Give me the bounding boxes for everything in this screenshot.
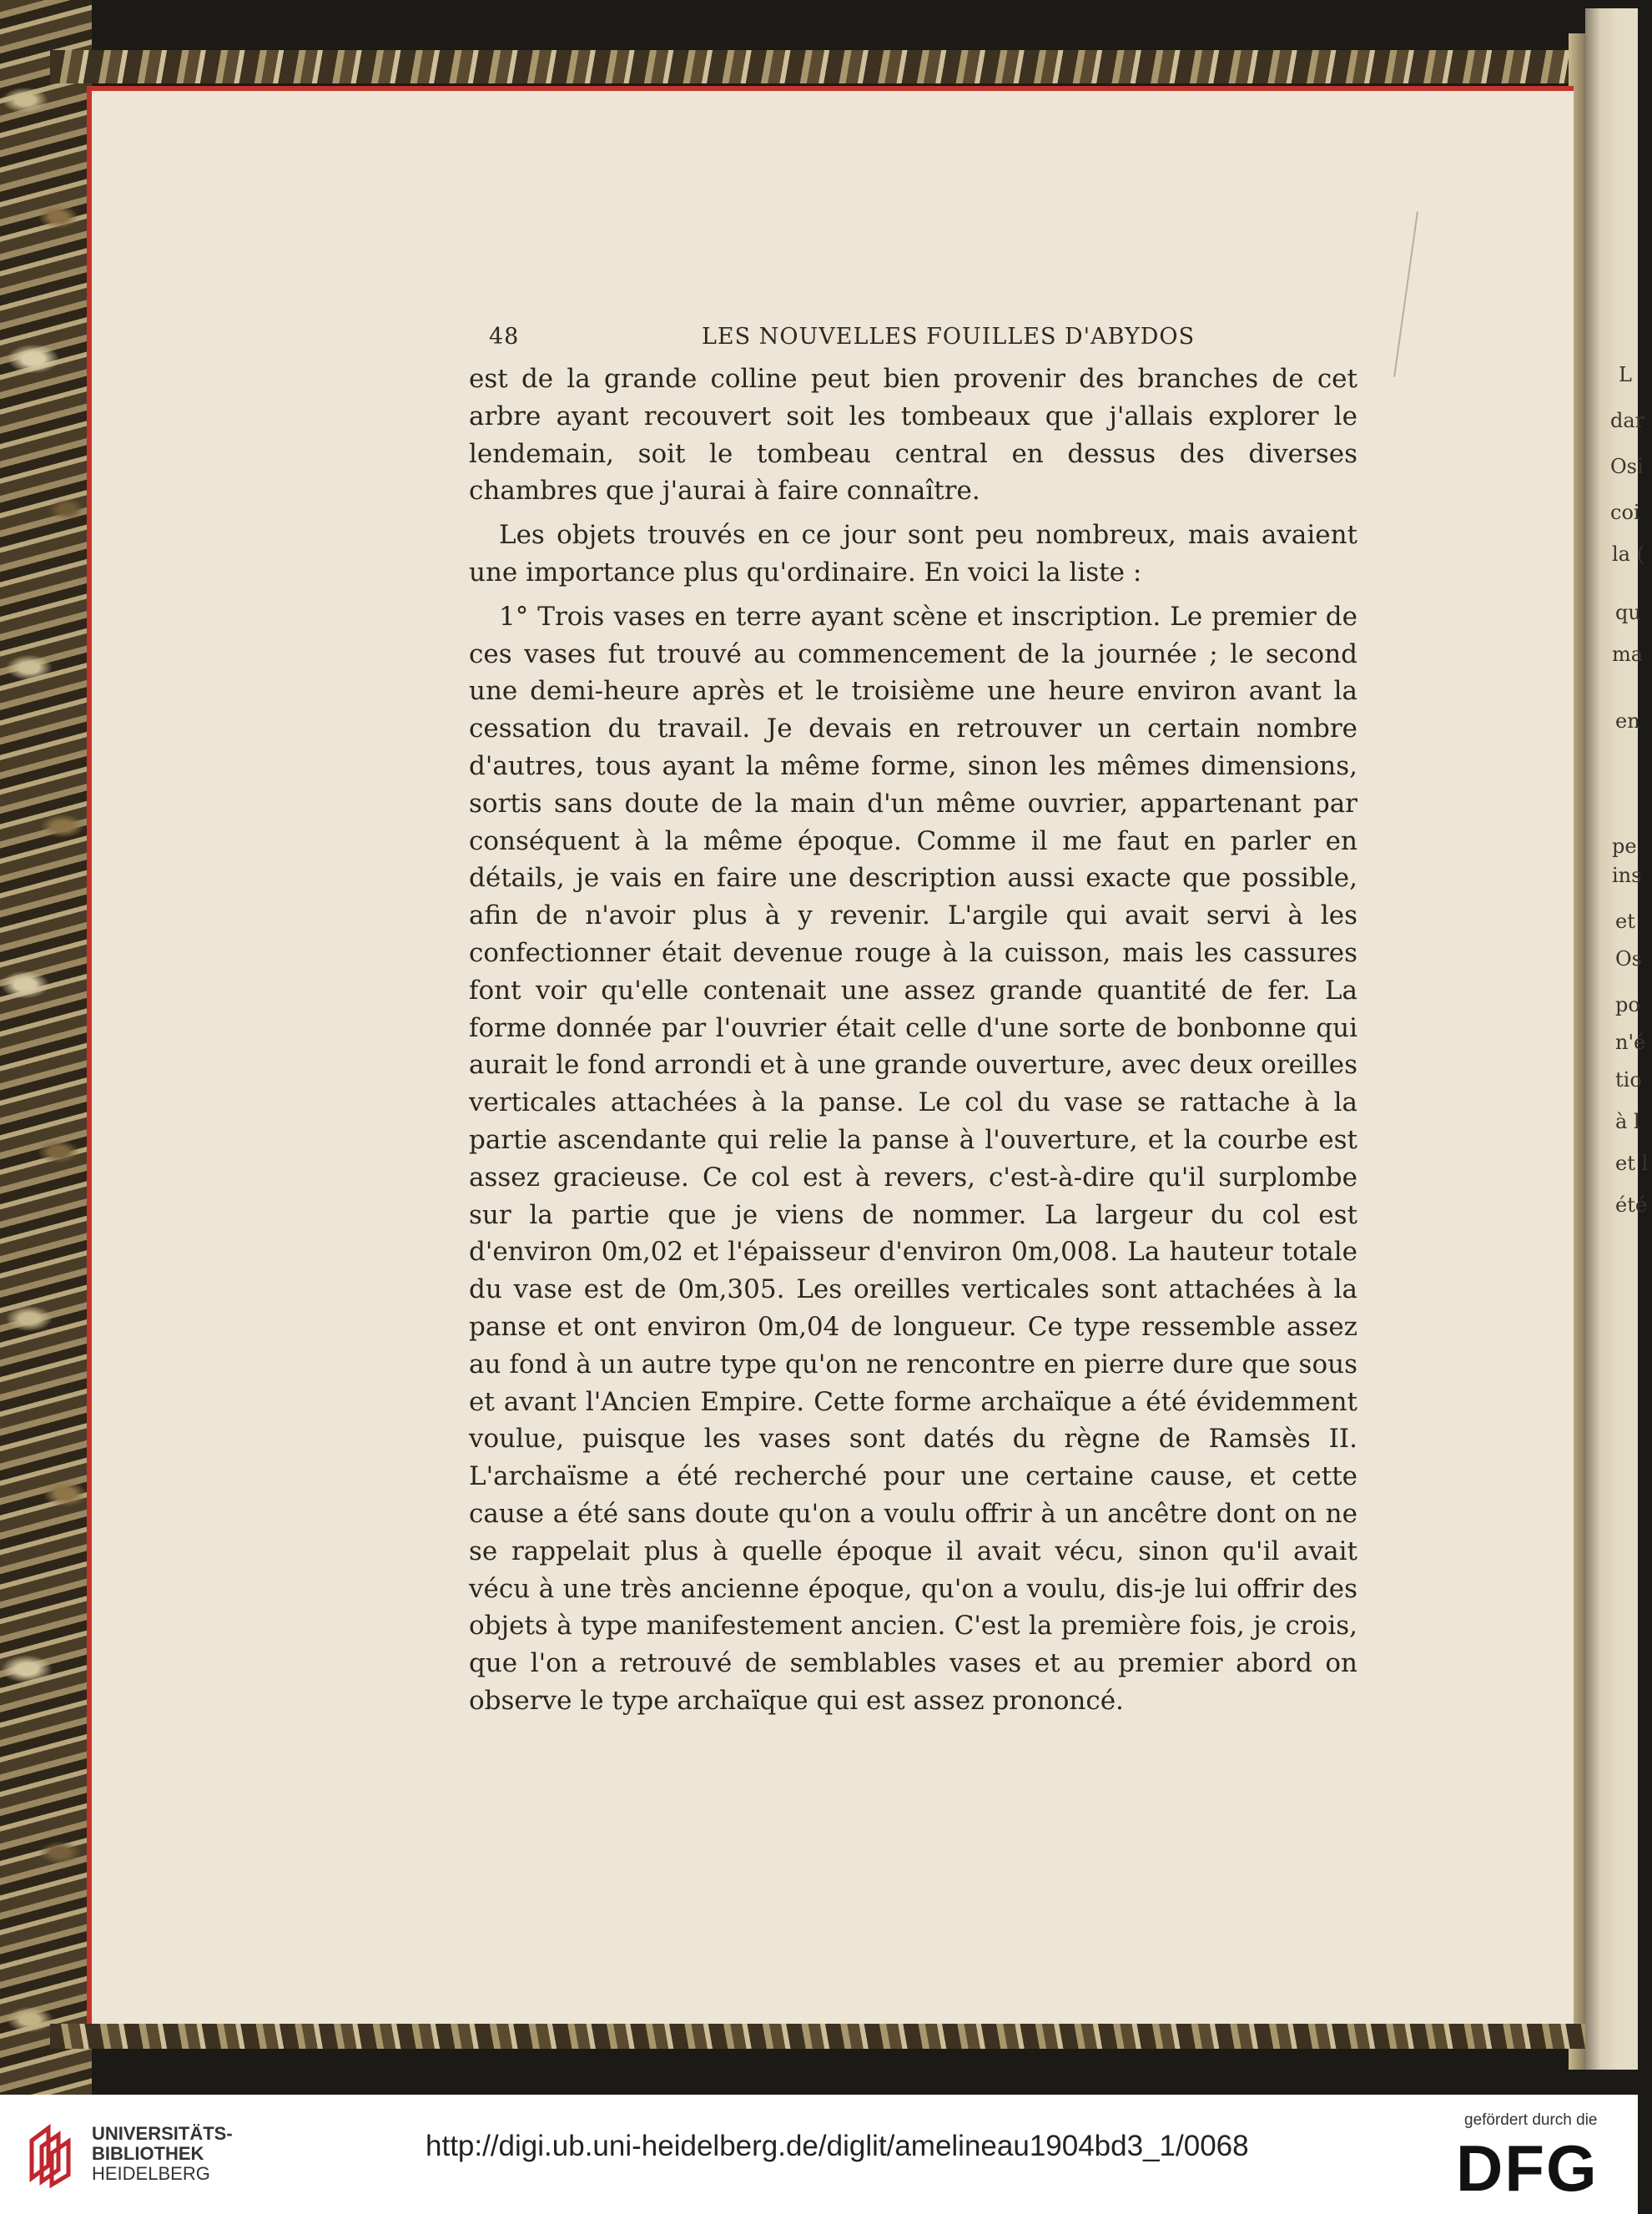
document-url[interactable]: http://digi.ub.uni-heidelberg.de/diglit/amelineau1904bd3_1/0068 — [426, 2130, 1249, 2162]
facing-fragment: été — [1615, 1193, 1648, 1217]
library-line-1: UNIVERSITÄTS- — [92, 2123, 233, 2144]
running-title: LES NOUVELLES FOUILLES D'ABYDOS — [702, 324, 1196, 350]
facing-fragment: L — [1619, 363, 1632, 386]
facing-fragment: à l — [1615, 1110, 1640, 1133]
paragraph: Les objets trouvés en ce jour sont peu nombreux, mais avaient une importance plus qu'ordinaire. En voici la liste : — [469, 520, 1357, 588]
facing-fragment: et — [1615, 910, 1635, 933]
facing-fragment: et l — [1615, 1152, 1649, 1175]
footer-bar — [0, 2095, 1638, 2214]
paragraph: est de la grande colline peut bien provenir des branches de cet arbre ayant recouvert soit les tombeaux que j'allais explorer le lendemain, soit le tombeau central en dessus des diverses chambres que j'aurai à faire connaître. — [469, 364, 1357, 507]
facing-fragment: Os — [1615, 947, 1642, 971]
facing-fragment: tio — [1615, 1068, 1642, 1092]
dfg-logo[interactable]: DFG — [1456, 2131, 1599, 2205]
facing-fragment: la ( — [1612, 542, 1644, 566]
marbled-board-top — [50, 50, 1585, 83]
page-number: 48 — [489, 324, 520, 350]
sponsor-label: gefördert durch die — [1464, 2111, 1598, 2129]
facing-fragment: n'é — [1615, 1031, 1646, 1054]
facing-fragment: qu — [1615, 601, 1641, 624]
pencil-mark — [1393, 211, 1423, 377]
body-text — [469, 361, 1357, 1720]
page-header — [489, 324, 1373, 354]
facing-fragment: ins — [1612, 864, 1642, 887]
facing-fragment: Osi — [1610, 455, 1644, 478]
facing-fragment: ma — [1612, 643, 1644, 666]
facing-fragment: pe — [1612, 835, 1637, 858]
library-line-3: HEIDELBERG — [92, 2163, 210, 2184]
library-line-2: BIBLIOTHEK — [92, 2143, 204, 2164]
marbled-board-left — [0, 0, 92, 2095]
paragraph: 1° Trois vases en terre ayant scène et inscription. Le premier de ces vases fut trouvé au commencement de la journée ; le second une demi-heure après et le troisième une heure environ avant la cessation du travail. Je devais en retrouver un certain nombre d'autres, tous ayant la même forme, sinon les mêmes dimensions, sortis sans doute de la main d'un même ouvrier, appartenant par conséquent à la même époque. Comme il me faut en parler en détails, je vais en faire une description aussi exacte que possible, afin de n'avoir plus à y revenir. L'argile qui avait servi à les confectionner était devenue rouge à la cuisson, mais les cassures font voir qu'elle contenait une assez grande quantité de fer. La forme donnée par l'ouvrier était celle d'une sorte de bonbonne qui aurait le fond arrondi et à une grande ouverture, avec deux oreilles verticales attachées à la panse. Le col du vase se rattache à la partie ascendante qui relie la panse à l'ouverture, et la courbe est assez gracieuse. Ce col est à revers, c'est-à-dire qu'il surplombe sur la partie que je viens de nommer. La largeur du col est d'environ 0m,02 et l'épaisseur d'environ 0m,008. La hauteur totale du vase est de 0m,305. Les oreilles verticales sont attachées à la panse et ont environ 0m,04 de longueur. Ce type ressemble assez au fond à un autre type qu'on ne rencontre en pierre dure que sous et avant l'Ancien Empire. Cette forme archaïque a été évidemment voulue, puisque les vases sont datés du règne de Ramsès II. L'archaïsme a été recherché pour une certaine cause, et cette cause a été sans doute qu'on a voulu offrir à un ancêtre dont on ne se rappelait plus à quelle époque il avait vécu, sinon qu'il avait vécu à une très ancienne époque, qu'on a voulu, dis-je lui offrir des objets à type manifestement ancien. C'est la première fois, je crois, que l'on a retrouvé de semblables vases et au premier abord on observe le type archaïque qui est assez prononcé. — [469, 601, 1357, 1716]
facing-fragment: en — [1615, 709, 1640, 733]
university-library-name — [92, 2124, 233, 2184]
marbled-board-bottom — [50, 2024, 1585, 2049]
facing-fragment: dar — [1610, 409, 1645, 432]
facing-fragment: po — [1615, 993, 1640, 1016]
university-library-logo-icon[interactable] — [23, 2120, 75, 2186]
facing-fragment: coi — [1610, 501, 1640, 524]
facing-page-edge — [1585, 8, 1649, 2070]
